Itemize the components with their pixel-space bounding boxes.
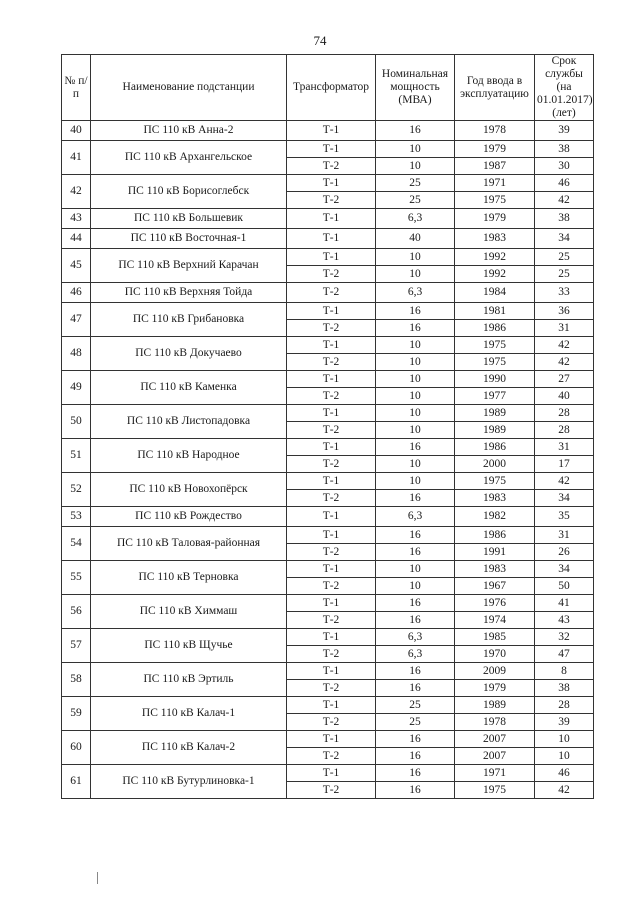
year-cell: 1991 bbox=[455, 544, 535, 561]
power-cell: 16 bbox=[376, 320, 455, 337]
transformer-cell: Т-1 bbox=[287, 473, 376, 490]
year-cell: 1989 bbox=[455, 405, 535, 422]
table-row bbox=[62, 249, 594, 266]
transformer-cell: Т-1 bbox=[287, 629, 376, 646]
power-cell: 10 bbox=[376, 405, 455, 422]
year-cell: 1983 bbox=[455, 561, 535, 578]
year-cell: 1992 bbox=[455, 266, 535, 283]
transformer-cell: Т-2 bbox=[287, 646, 376, 663]
transformer-cell: Т-1 bbox=[287, 561, 376, 578]
transformer-cell: Т-2 bbox=[287, 612, 376, 629]
transformer-cell: Т-2 bbox=[287, 490, 376, 507]
table-row bbox=[62, 507, 594, 527]
row-number: 60 bbox=[62, 731, 91, 765]
power-cell: 16 bbox=[376, 731, 455, 748]
substation-name: ПС 110 кВ Таловая-районная bbox=[91, 527, 287, 561]
table-row bbox=[62, 209, 594, 229]
substation-name: ПС 110 кВ Листопадовка bbox=[91, 405, 287, 439]
service-life-cell: 40 bbox=[535, 388, 594, 405]
power-cell: 40 bbox=[376, 229, 455, 249]
power-cell: 10 bbox=[376, 141, 455, 158]
transformer-cell: Т-1 bbox=[287, 439, 376, 456]
power-cell: 10 bbox=[376, 422, 455, 439]
transformer-cell: Т-1 bbox=[287, 141, 376, 158]
power-cell: 16 bbox=[376, 595, 455, 612]
substation-name: ПС 110 кВ Народное bbox=[91, 439, 287, 473]
substation-name: ПС 110 кВ Каменка bbox=[91, 371, 287, 405]
row-number: 48 bbox=[62, 337, 91, 371]
year-cell: 1979 bbox=[455, 141, 535, 158]
row-number: 53 bbox=[62, 507, 91, 527]
row-number: 55 bbox=[62, 561, 91, 595]
year-cell: 1981 bbox=[455, 303, 535, 320]
transformer-cell: Т-2 bbox=[287, 158, 376, 175]
year-cell: 1987 bbox=[455, 158, 535, 175]
year-cell: 1975 bbox=[455, 354, 535, 371]
transformer-cell: Т-1 bbox=[287, 527, 376, 544]
table-row bbox=[62, 229, 594, 249]
year-cell: 2009 bbox=[455, 663, 535, 680]
service-life-cell: 46 bbox=[535, 175, 594, 192]
service-life-cell: 31 bbox=[535, 320, 594, 337]
year-cell: 1978 bbox=[455, 121, 535, 141]
service-life-cell: 34 bbox=[535, 561, 594, 578]
year-cell: 1977 bbox=[455, 388, 535, 405]
table-row bbox=[62, 765, 594, 782]
power-cell: 16 bbox=[376, 782, 455, 799]
power-cell: 6,3 bbox=[376, 283, 455, 303]
table-row bbox=[62, 473, 594, 490]
power-cell: 25 bbox=[376, 192, 455, 209]
row-number: 51 bbox=[62, 439, 91, 473]
substation-name: ПС 110 кВ Верхний Карачан bbox=[91, 249, 287, 283]
power-cell: 10 bbox=[376, 158, 455, 175]
transformer-cell: Т-1 bbox=[287, 209, 376, 229]
year-cell: 1990 bbox=[455, 371, 535, 388]
table-row bbox=[62, 663, 594, 680]
substation-name: ПС 110 кВ Новохопёрск bbox=[91, 473, 287, 507]
row-number: 57 bbox=[62, 629, 91, 663]
service-life-cell: 39 bbox=[535, 121, 594, 141]
service-life-cell: 38 bbox=[535, 141, 594, 158]
power-cell: 16 bbox=[376, 303, 455, 320]
table-row bbox=[62, 141, 594, 158]
service-life-cell: 28 bbox=[535, 405, 594, 422]
row-number: 56 bbox=[62, 595, 91, 629]
table-row bbox=[62, 337, 594, 354]
power-cell: 10 bbox=[376, 578, 455, 595]
service-life-cell: 8 bbox=[535, 663, 594, 680]
transformer-cell: Т-2 bbox=[287, 422, 376, 439]
header-service-life: Срок службы (на 01.01.2017) (лет) bbox=[535, 55, 594, 121]
service-life-cell: 26 bbox=[535, 544, 594, 561]
table-row bbox=[62, 527, 594, 544]
year-cell: 1971 bbox=[455, 765, 535, 782]
year-cell: 1984 bbox=[455, 283, 535, 303]
transformer-cell: Т-2 bbox=[287, 680, 376, 697]
table-row bbox=[62, 561, 594, 578]
row-number: 52 bbox=[62, 473, 91, 507]
power-cell: 16 bbox=[376, 663, 455, 680]
power-cell: 10 bbox=[376, 371, 455, 388]
service-life-cell: 36 bbox=[535, 303, 594, 320]
transformer-cell: Т-1 bbox=[287, 663, 376, 680]
power-cell: 6,3 bbox=[376, 629, 455, 646]
power-cell: 10 bbox=[376, 354, 455, 371]
transformer-cell: Т-1 bbox=[287, 229, 376, 249]
power-cell: 25 bbox=[376, 714, 455, 731]
table-row bbox=[62, 175, 594, 192]
service-life-cell: 27 bbox=[535, 371, 594, 388]
transformer-cell: Т-2 bbox=[287, 456, 376, 473]
year-cell: 1979 bbox=[455, 209, 535, 229]
table-row bbox=[62, 303, 594, 320]
year-cell: 1974 bbox=[455, 612, 535, 629]
service-life-cell: 34 bbox=[535, 229, 594, 249]
row-number: 44 bbox=[62, 229, 91, 249]
year-cell: 1978 bbox=[455, 714, 535, 731]
transformer-cell: Т-1 bbox=[287, 337, 376, 354]
year-cell: 1979 bbox=[455, 680, 535, 697]
transformer-cell: Т-1 bbox=[287, 371, 376, 388]
service-life-cell: 10 bbox=[535, 748, 594, 765]
service-life-cell: 30 bbox=[535, 158, 594, 175]
year-cell: 1975 bbox=[455, 782, 535, 799]
power-cell: 25 bbox=[376, 697, 455, 714]
power-cell: 10 bbox=[376, 388, 455, 405]
year-cell: 1975 bbox=[455, 337, 535, 354]
year-cell: 1971 bbox=[455, 175, 535, 192]
year-cell: 1967 bbox=[455, 578, 535, 595]
service-life-cell: 42 bbox=[535, 473, 594, 490]
transformer-cell: Т-2 bbox=[287, 544, 376, 561]
row-number: 61 bbox=[62, 765, 91, 799]
transformer-cell: Т-2 bbox=[287, 354, 376, 371]
power-cell: 16 bbox=[376, 527, 455, 544]
transformer-cell: Т-1 bbox=[287, 175, 376, 192]
power-cell: 25 bbox=[376, 175, 455, 192]
transformer-cell: Т-2 bbox=[287, 192, 376, 209]
margin-mark bbox=[97, 872, 98, 884]
table-row bbox=[62, 595, 594, 612]
power-cell: 16 bbox=[376, 490, 455, 507]
transformer-cell: Т-2 bbox=[287, 320, 376, 337]
year-cell: 1975 bbox=[455, 192, 535, 209]
table-row bbox=[62, 283, 594, 303]
transformer-cell: Т-2 bbox=[287, 782, 376, 799]
power-cell: 10 bbox=[376, 456, 455, 473]
substation-name: ПС 110 кВ Калач-1 bbox=[91, 697, 287, 731]
substation-name: ПС 110 кВ Анна-2 bbox=[91, 121, 287, 141]
service-life-cell: 28 bbox=[535, 422, 594, 439]
table-row bbox=[62, 121, 594, 141]
power-cell: 16 bbox=[376, 765, 455, 782]
service-life-cell: 35 bbox=[535, 507, 594, 527]
power-cell: 10 bbox=[376, 561, 455, 578]
service-life-cell: 46 bbox=[535, 765, 594, 782]
service-life-cell: 38 bbox=[535, 209, 594, 229]
service-life-cell: 38 bbox=[535, 680, 594, 697]
substation-name: ПС 110 кВ Борисоглебск bbox=[91, 175, 287, 209]
header-num: № п/п bbox=[62, 55, 91, 121]
row-number: 43 bbox=[62, 209, 91, 229]
power-cell: 10 bbox=[376, 473, 455, 490]
service-life-cell: 42 bbox=[535, 354, 594, 371]
transformer-cell: Т-1 bbox=[287, 507, 376, 527]
service-life-cell: 47 bbox=[535, 646, 594, 663]
service-life-cell: 43 bbox=[535, 612, 594, 629]
service-life-cell: 17 bbox=[535, 456, 594, 473]
power-cell: 10 bbox=[376, 266, 455, 283]
row-number: 47 bbox=[62, 303, 91, 337]
table-row bbox=[62, 731, 594, 748]
service-life-cell: 34 bbox=[535, 490, 594, 507]
substation-name: ПС 110 кВ Химмаш bbox=[91, 595, 287, 629]
table-row bbox=[62, 371, 594, 388]
power-cell: 16 bbox=[376, 439, 455, 456]
power-cell: 16 bbox=[376, 612, 455, 629]
table-row bbox=[62, 629, 594, 646]
row-number: 41 bbox=[62, 141, 91, 175]
year-cell: 1989 bbox=[455, 422, 535, 439]
substation-name: ПС 110 кВ Щучье bbox=[91, 629, 287, 663]
row-number: 42 bbox=[62, 175, 91, 209]
year-cell: 1989 bbox=[455, 697, 535, 714]
substation-name: ПС 110 кВ Грибановка bbox=[91, 303, 287, 337]
transformer-cell: Т-1 bbox=[287, 405, 376, 422]
row-number: 46 bbox=[62, 283, 91, 303]
service-life-cell: 31 bbox=[535, 527, 594, 544]
substation-name: ПС 110 кВ Терновка bbox=[91, 561, 287, 595]
year-cell: 1986 bbox=[455, 439, 535, 456]
table-row bbox=[62, 697, 594, 714]
header-transformer: Трансформатор bbox=[287, 55, 376, 121]
year-cell: 1983 bbox=[455, 490, 535, 507]
year-cell: 2000 bbox=[455, 456, 535, 473]
power-cell: 6,3 bbox=[376, 209, 455, 229]
substation-name: ПС 110 кВ Докучаево bbox=[91, 337, 287, 371]
year-cell: 2007 bbox=[455, 748, 535, 765]
transformer-cell: Т-1 bbox=[287, 731, 376, 748]
transformer-cell: Т-1 bbox=[287, 765, 376, 782]
power-cell: 6,3 bbox=[376, 646, 455, 663]
substation-table bbox=[61, 54, 594, 799]
service-life-cell: 42 bbox=[535, 782, 594, 799]
substation-name: ПС 110 кВ Рождество bbox=[91, 507, 287, 527]
row-number: 45 bbox=[62, 249, 91, 283]
header-year: Год ввода в эксплуатацию bbox=[455, 55, 535, 121]
substation-name: ПС 110 кВ Калач-2 bbox=[91, 731, 287, 765]
service-life-cell: 42 bbox=[535, 337, 594, 354]
transformer-cell: Т-1 bbox=[287, 595, 376, 612]
transformer-cell: Т-1 bbox=[287, 303, 376, 320]
page-number: 74 bbox=[313, 33, 327, 48]
transformer-cell: Т-2 bbox=[287, 578, 376, 595]
table-body bbox=[62, 121, 594, 799]
substation-name: ПС 110 кВ Восточная-1 bbox=[91, 229, 287, 249]
power-cell: 16 bbox=[376, 680, 455, 697]
year-cell: 1982 bbox=[455, 507, 535, 527]
row-number: 49 bbox=[62, 371, 91, 405]
substation-name: ПС 110 кВ Верхняя Тойда bbox=[91, 283, 287, 303]
year-cell: 1986 bbox=[455, 320, 535, 337]
service-life-cell: 32 bbox=[535, 629, 594, 646]
row-number: 59 bbox=[62, 697, 91, 731]
service-life-cell: 39 bbox=[535, 714, 594, 731]
power-cell: 10 bbox=[376, 249, 455, 266]
header-name: Наименование подстанции bbox=[91, 55, 287, 121]
power-cell: 16 bbox=[376, 748, 455, 765]
row-number: 40 bbox=[62, 121, 91, 141]
year-cell: 1983 bbox=[455, 229, 535, 249]
year-cell: 1992 bbox=[455, 249, 535, 266]
year-cell: 1970 bbox=[455, 646, 535, 663]
transformer-cell: Т-1 bbox=[287, 697, 376, 714]
row-number: 50 bbox=[62, 405, 91, 439]
transformer-cell: Т-2 bbox=[287, 388, 376, 405]
transformer-cell: Т-1 bbox=[287, 249, 376, 266]
service-life-cell: 25 bbox=[535, 266, 594, 283]
service-life-cell: 10 bbox=[535, 731, 594, 748]
table-header-row bbox=[62, 55, 594, 121]
service-life-cell: 50 bbox=[535, 578, 594, 595]
substation-name: ПС 110 кВ Архангельское bbox=[91, 141, 287, 175]
year-cell: 1986 bbox=[455, 527, 535, 544]
power-cell: 6,3 bbox=[376, 507, 455, 527]
year-cell: 1975 bbox=[455, 473, 535, 490]
table-row bbox=[62, 405, 594, 422]
transformer-cell: Т-2 bbox=[287, 714, 376, 731]
year-cell: 1976 bbox=[455, 595, 535, 612]
service-life-cell: 28 bbox=[535, 697, 594, 714]
service-life-cell: 31 bbox=[535, 439, 594, 456]
service-life-cell: 42 bbox=[535, 192, 594, 209]
substation-name: ПС 110 кВ Большевик bbox=[91, 209, 287, 229]
power-cell: 16 bbox=[376, 544, 455, 561]
substation-name: ПС 110 кВ Бутурлиновка-1 bbox=[91, 765, 287, 799]
transformer-cell: Т-2 bbox=[287, 748, 376, 765]
year-cell: 1985 bbox=[455, 629, 535, 646]
service-life-cell: 33 bbox=[535, 283, 594, 303]
year-cell: 2007 bbox=[455, 731, 535, 748]
table-row bbox=[62, 439, 594, 456]
service-life-cell: 41 bbox=[535, 595, 594, 612]
transformer-cell: Т-1 bbox=[287, 121, 376, 141]
substation-name: ПС 110 кВ Эртиль bbox=[91, 663, 287, 697]
transformer-cell: Т-2 bbox=[287, 266, 376, 283]
header-power: Номинальная мощность (МВА) bbox=[376, 55, 455, 121]
row-number: 58 bbox=[62, 663, 91, 697]
row-number: 54 bbox=[62, 527, 91, 561]
power-cell: 10 bbox=[376, 337, 455, 354]
power-cell: 16 bbox=[376, 121, 455, 141]
transformer-cell: Т-2 bbox=[287, 283, 376, 303]
service-life-cell: 25 bbox=[535, 249, 594, 266]
